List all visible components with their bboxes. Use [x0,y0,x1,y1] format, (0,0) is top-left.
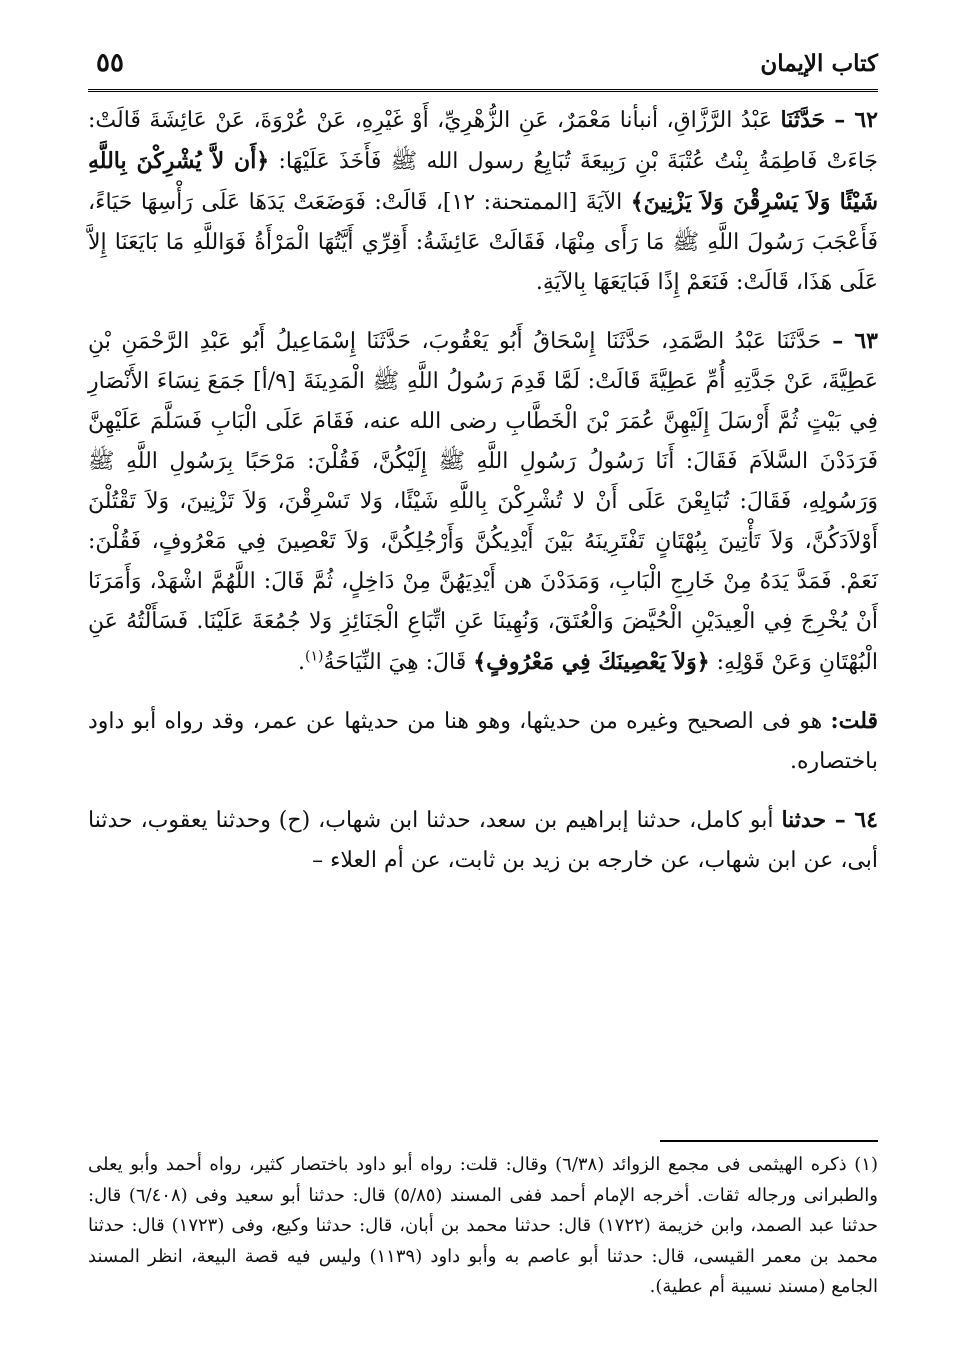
quran-verse: ﴿وَلاَ يَعْصِينَكَ فِي مَعْرُوفٍ﴾ [473,649,710,675]
hadith-number: ٦٣ [854,328,878,354]
note-text: هو فى الصحيح وغيره من حديثها، وهو هنا من حديثها عن عمر، وقد رواه أبو داود باختصاره. [88,709,878,774]
footnote-item: (١) ذكره الهيثمى فى مجمع الزوائد (٦/٣٨) وقال: قلت: رواه أبو داود باختصار كثير، رواه أحمد وأبو يعلى والطبرانى ورجاله ثقات. أخرجه الإمام أحمد ففى المسند (٥/٨٥) قال: حدثنا أبو سعيد وفى (٦/٤٠٨) قال: حدثنا عبد الصمد، وابن خزيمة (١٧٢٢) قال: حدثنا محمد بن أبان، قال: حدثنا وكيع، وفى (١٧٢٣) قال: حدثنا محمد بن معمر القيسى، قال: حدثنا أبو عاصم به وأبو داود (١١٣٩) وليس فيه قصة البيعة، انظر المسند الجامع (مسند نسيبة أم عطية). [88,1154,878,1297]
hadith-text: أبو كامل، حدثنا إبراهيم بن سعد، حدثنا ابن شهاب، (ح) وحدثنا يعقوب، حدثنا أبى، عن ابن شهاب، عن خارجه بن زيد بن ثابت، عن أم العلاء – [88,808,878,873]
quran-verse: ﴿أَن لاَّ يُشْرِكْنَ بِاللَّهِ شَيْئًا وَلاَ يَسْرِقْنَ وَلاَ يَزْنِينَ﴾ [88,148,879,215]
footnotes [88,1150,878,1303]
hadith-text: قَالَ: هِيَ النِّيَاحَةُ [323,650,474,675]
editor-note [88,701,878,782]
hadith-dash: – [821,328,855,354]
hadith-text: . [298,650,306,675]
hadith-number: ٦٤ [854,807,878,833]
hadith-62 [88,100,878,303]
hadith-text: عَبْدُ الرَّزَّاقِ، أنبأنا مَعْمَرٌ، عَنِ الزُّهْرِيِّ، أَوْ غَيْرِهِ، عَنْ عُرْوَةَ، عَنْ عَائِشَةَ قَالَتْ: جَاءَتْ فَاطِمَةُ بِنْتُ عُتْبَةَ بْنِ رَبِيعَةَ تُبَايِعُ رسول الله ﷺ فَأَخَذَ عَلَيْهَا: [88,108,878,174]
hadith-number: ٦٢ [854,107,878,133]
hadith-63 [88,321,878,683]
page-body [88,92,878,881]
hadith-dash: – [825,107,855,133]
hadith-text: حَدَّثَنَا عَبْدُ الصَّمَدِ، حَدَّثَنَا إِسْحَاقُ أَبُو يَعْقُوبَ، حَدَّثَنَا إِسْمَاعِيلُ أَبُو عَبْدِ الرَّحْمَنِ بْنِ عَطِيَّةَ، عَنْ جَدَّتِهِ أُمِّ عَطِيَّةَ قَالَتْ: لَمَّا قَدِمَ رَسُولُ اللَّهِ ﷺ الْمَدِينَةَ [٩/أ] جَمَعَ نِسَاءَ الأَنْصَارِ فِي بَيْتٍ ثُمَّ أَرْسَلَ إِلَيْهِنَّ عُمَرَ بْنَ الْخَطَّابِ رضى الله عنه، فَقَامَ عَلَى الْبَابِ فَسَلَّمَ عَلَيْهِنَّ فَرَدَدْنَ السَّلاَمَ فَقَالَ: أَنَا رَسُولُ رَسُولِ اللَّهِ ﷺ إِلَيْكُنَّ، فَقُلْنَ: مَرْحَبًا بِرَسُولِ اللَّهِ ﷺ وَرَسُولِهِ، فَقَالَ: تُبَايِعْنَ عَلَى أَنْ لا تُشْرِكْنَ بِاللَّهِ شَيْئًا، وَلا تَسْرِقْنَ، وَلاَ تَزْنِينَ، وَلاَ تَقْتُلْنَ أَوْلاَدَكُنَّ، وَلاَ تَأْتِينَ بِبُهْتَانٍ تَفْتَرِينَهُ بَيْنَ أَيْدِيكُنَّ وَأَرْجُلِكُنَّ، وَلاَ تَعْصِينَ فِي مَعْرُوفٍ، فَقُلْنَ: نَعَمْ. فَمَدَّ يَدَهُ مِنْ خَارِجِ الْبَابِ، وَمَدَدْنَ هن أَيْدِيَهُنَّ مِنْ دَاخِلٍ، ثُمَّ قَالَ: اللَّهُمَّ اشْهَدْ، وَأَمَرَنَا أَنْ يُخْرِجَ فِي الْعِيدَيْنِ الْحُيَّضَ وَالْعُتَقَ، وَنُهِينَا عَنِ اتِّبَاعِ الْجَنَائِزِ وَلا جُمُعَةَ عَلَيْنَا. فَسَأَلْتُهُ عَنِ الْبُهْتَانِ وَعَنْ قَوْلِهِ: [88,329,879,675]
hadith-64 [88,800,878,881]
footnote-divider [660,1140,878,1142]
hadith-lead: حدثنا [781,807,827,833]
note-label: قلت: [830,708,878,734]
hadith-text: الآيَةَ [الممتحنة: ١٢]، قَالَتْ: فَوَضَعَتْ يَدَهَا عَلَى رَأْسِهَا حَيَاءً، فَأَعْجَبَ رَسُولَ اللَّهِ ﷺ مَا رَأَى مِنْهَا، فَقَالَتْ عَائِشَةُ: أَقِرِّي أَيَّتُهَا الْمَرْأَةُ فَوَاللَّهِ مَا بَايَعَنَا إِلاَّ عَلَى هَذَا، قَالَتْ: فَنَعَمْ إِذًا فَبَايَعَهَا بِالآيَةِ. [88,190,878,295]
hadith-dash: – [826,807,855,833]
book-title: كتاب الإيمان [760,50,878,77]
page-number: ٥٥ [96,48,124,78]
document-page [88,40,878,1340]
hadith-lead: حَدَّثَنَا [780,107,826,133]
page-header [88,40,878,92]
footnote-reference: (١) [305,648,324,665]
